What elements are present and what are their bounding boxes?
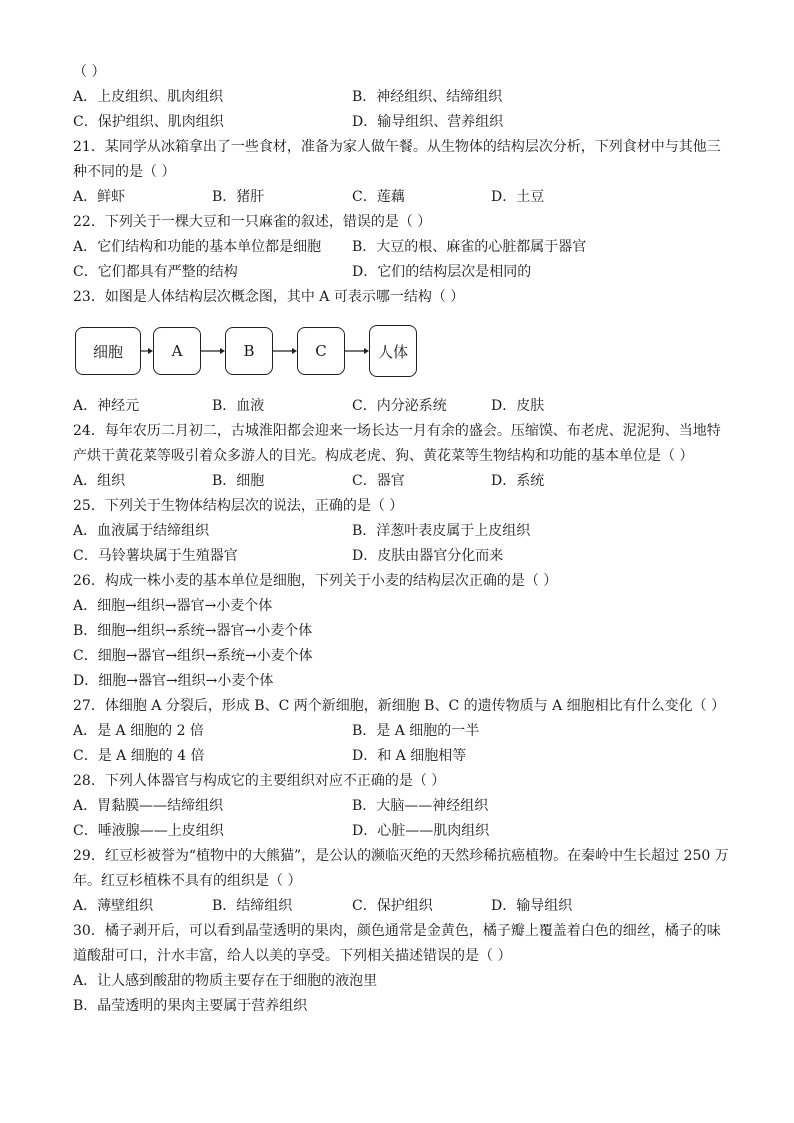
q24-stem-line1: 24．每年农历二月初二，古城淮阳都会迎来一场长达一月有余的盛会。压缩馍、布老虎、泥泥狗、当地特 xyxy=(73,423,721,439)
q24-option-c[interactable]: C．器官 xyxy=(352,473,405,489)
q26-option-d[interactable]: D．细胞→器官→组织→小麦个体 xyxy=(73,673,274,689)
q21-option-c[interactable]: C．莲藕 xyxy=(352,189,405,205)
diagram-node-b: B xyxy=(225,327,273,375)
q20-option-a[interactable]: A．上皮组织、肌肉组织 xyxy=(73,89,224,105)
q26-option-b[interactable]: B．细胞→组织→系统→器官→小麦个体 xyxy=(73,623,313,639)
q21-stem-line1: 21．某同学从冰箱拿出了一些食材，准备为家人做午餐。从生物体的结构层次分析，下列食材中与其他三 xyxy=(73,139,721,155)
q29-option-b[interactable]: B．结缔组织 xyxy=(212,898,293,914)
q23-option-d[interactable]: D．皮肤 xyxy=(491,398,545,414)
q22-option-c[interactable]: C．它们都具有严整的结构 xyxy=(73,264,238,280)
diagram-arrow-2 xyxy=(201,347,225,355)
q24-stem-line2: 产烘干黄花菜等吸引着众多游人的目光。构成老虎、狗、黄花菜等生物结构和功能的基本单位是（ ） xyxy=(73,448,694,464)
q28-stem: 28．下列人体器官与构成它的主要组织对应不正确的是（ ） xyxy=(73,773,446,789)
diagram-node-a: A xyxy=(153,327,201,375)
diagram-node-cell: 细胞 xyxy=(75,327,141,375)
q26-stem: 26．构成一株小麦的基本单位是细胞，下列关于小麦的结构层次正确的是（ ） xyxy=(73,573,558,589)
q28-option-b[interactable]: B．大脑——神经组织 xyxy=(352,798,489,814)
q21-option-b[interactable]: B．猪肝 xyxy=(212,189,265,205)
q30-option-a[interactable]: A．让人感到酸甜的物质主要存在于细胞的液泡里 xyxy=(73,973,378,989)
diagram-node-c: C xyxy=(297,327,345,375)
q29-stem-line1: 29．红豆杉被誉为“植物中的大熊猫”，是公认的濒临灭绝的天然珍稀抗癌植物。在秦岭中生长超过 250 万 xyxy=(73,848,729,864)
q26-option-c[interactable]: C．细胞→器官→组织→系统→小麦个体 xyxy=(73,648,313,664)
q26-option-a[interactable]: A．细胞→组织→器官→小麦个体 xyxy=(73,598,273,614)
q27-option-d[interactable]: D．和 A 细胞相等 xyxy=(352,748,467,764)
q22-option-a[interactable]: A．它们结构和功能的基本单位都是细胞 xyxy=(73,239,322,255)
q25-option-c[interactable]: C．马铃薯块属于生殖器官 xyxy=(73,548,238,564)
q24-option-a[interactable]: A．组织 xyxy=(73,473,126,489)
q28-option-c[interactable]: C．唾液腺——上皮组织 xyxy=(73,823,224,839)
q20-bracket: （ ） xyxy=(73,64,106,80)
q27-option-b[interactable]: B．是 A 细胞的一半 xyxy=(352,723,480,739)
q27-option-a[interactable]: A．是 A 细胞的 2 倍 xyxy=(73,723,204,739)
q30-option-b[interactable]: B．晶莹透明的果肉主要属于营养组织 xyxy=(73,998,308,1014)
q21-stem-line2: 种不同的是（ ） xyxy=(73,164,176,180)
q22-option-b[interactable]: B．大豆的根、麻雀的心脏都属于器官 xyxy=(352,239,587,255)
q27-stem: 27．体细胞 A 分裂后，形成 B、C 两个新细胞，新细胞 B、C 的遗传物质与 A 细胞相比有什么变化（ ） xyxy=(73,698,726,714)
q29-option-d[interactable]: D．输导组织 xyxy=(491,898,573,914)
q25-option-a[interactable]: A．血液属于结缔组织 xyxy=(73,523,210,539)
q23-option-a[interactable]: A．神经元 xyxy=(73,398,140,414)
q25-option-d[interactable]: D．皮肤由器官分化而来 xyxy=(352,548,504,564)
q20-option-d[interactable]: D．输导组织、营养组织 xyxy=(352,114,504,130)
q28-option-d[interactable]: D．心脏——肌肉组织 xyxy=(352,823,490,839)
diagram-node-human-body: 人体 xyxy=(369,325,417,377)
q28-option-a[interactable]: A．胃黏膜——结缔组织 xyxy=(73,798,224,814)
diagram-arrow-1 xyxy=(141,347,153,355)
q21-option-a[interactable]: A．鲜虾 xyxy=(73,189,126,205)
q22-stem: 22．下列关于一棵大豆和一只麻雀的叙述，错误的是（ ） xyxy=(73,214,432,230)
q29-stem-line2: 年。红豆杉植株不具有的组织是（ ） xyxy=(73,873,302,889)
q21-option-d[interactable]: D．土豆 xyxy=(491,189,545,205)
diagram-arrow-3 xyxy=(273,347,297,355)
q23-option-c[interactable]: C．内分泌系统 xyxy=(352,398,447,414)
q24-option-d[interactable]: D．系统 xyxy=(491,473,545,489)
q25-stem: 25．下列关于生物体结构层次的说法，正确的是（ ） xyxy=(73,498,404,514)
q29-option-a[interactable]: A．薄壁组织 xyxy=(73,898,154,914)
q29-option-c[interactable]: C．保护组织 xyxy=(352,898,433,914)
q20-option-c[interactable]: C．保护组织、肌肉组织 xyxy=(73,114,224,130)
body-hierarchy-diagram xyxy=(75,325,420,381)
q30-stem-line1: 30．橘子剥开后，可以看到晶莹透明的果肉，颜色通常是金黄色，橘子瓣上覆盖着白色的细丝，橘子的味 xyxy=(73,923,721,939)
diagram-arrow-4 xyxy=(345,347,369,355)
q27-option-c[interactable]: C．是 A 细胞的 4 倍 xyxy=(73,748,205,764)
q24-option-b[interactable]: B．细胞 xyxy=(212,473,265,489)
q22-option-d[interactable]: D．它们的结构层次是相同的 xyxy=(352,264,532,280)
q25-option-b[interactable]: B．洋葱叶表皮属于上皮组织 xyxy=(352,523,531,539)
q30-stem-line2: 道酸甜可口，汁水丰富，给人以美的享受。下列相关描述错误的是（ ） xyxy=(73,948,512,964)
q20-option-b[interactable]: B．神经组织、结缔组织 xyxy=(352,89,503,105)
q23-option-b[interactable]: B．血液 xyxy=(212,398,265,414)
q23-stem: 23．如图是人体结构层次概念图，其中 A 可表示哪一结构（ ） xyxy=(73,289,465,305)
